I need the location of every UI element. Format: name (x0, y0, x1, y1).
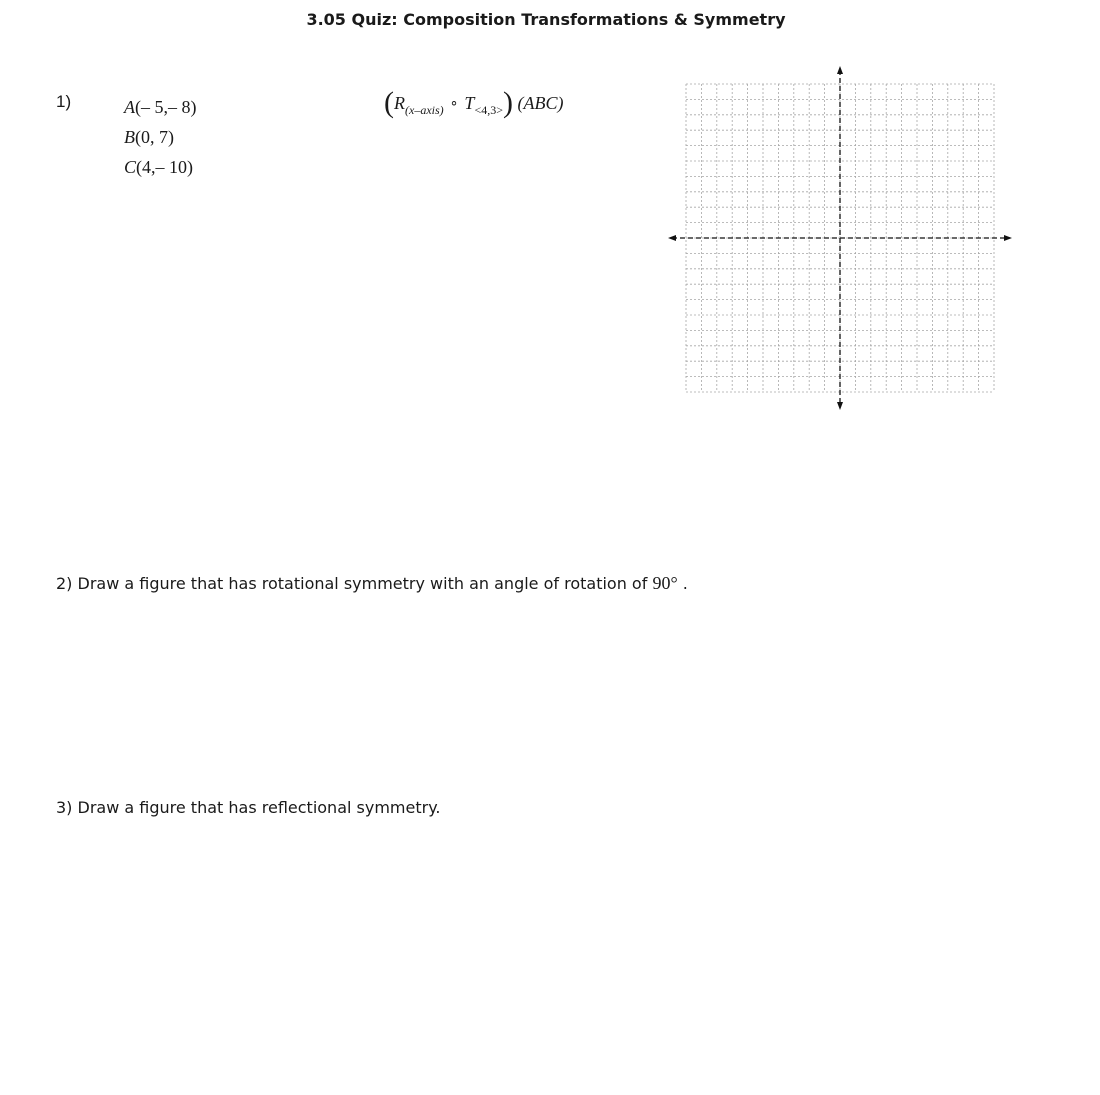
open-paren: ( (384, 86, 394, 119)
page-title: 3.05 Quiz: Composition Transformations & Symmetry (306, 10, 786, 29)
reflection-subscript: (x–axis) (405, 103, 444, 117)
point-b (124, 122, 197, 152)
question-1-number: 1) (56, 92, 72, 111)
x-axis-arrow-right (1004, 235, 1012, 241)
question-2-text: 2) Draw a figure that has rotational symmetry with an angle of rotation of (56, 574, 653, 593)
question-2 (56, 573, 688, 594)
point-b-coords: (0, 7) (135, 127, 174, 147)
point-a-coords: (– 5,– 8) (135, 97, 197, 117)
x-axis-arrow-left (668, 235, 676, 241)
compose-symbol: ∘ (449, 96, 459, 111)
question-3: 3) Draw a figure that has reflectional symmetry. (56, 798, 441, 817)
coordinate-grid[interactable] (668, 66, 1012, 410)
point-c-label: C (124, 157, 137, 177)
point-a (124, 92, 197, 122)
target-figure: (ABC) (517, 93, 564, 113)
point-list (124, 92, 197, 182)
point-c-coords: (4,– 10) (136, 157, 194, 177)
question-2-end: . (677, 574, 688, 593)
y-axis-arrow-down (837, 402, 843, 410)
y-axis-arrow-up (837, 66, 843, 74)
close-paren: ) (502, 86, 513, 119)
translation-subscript: <4,3> (474, 103, 503, 117)
point-b-label: B (124, 127, 135, 147)
point-c (124, 152, 197, 182)
translation-symbol: T (464, 93, 475, 113)
composition-expression (384, 86, 563, 120)
coordinate-grid-svg[interactable] (668, 66, 1012, 410)
point-a-label: A (124, 97, 135, 117)
rotation-angle: 90° (652, 573, 678, 593)
reflection-symbol: R (394, 93, 405, 113)
